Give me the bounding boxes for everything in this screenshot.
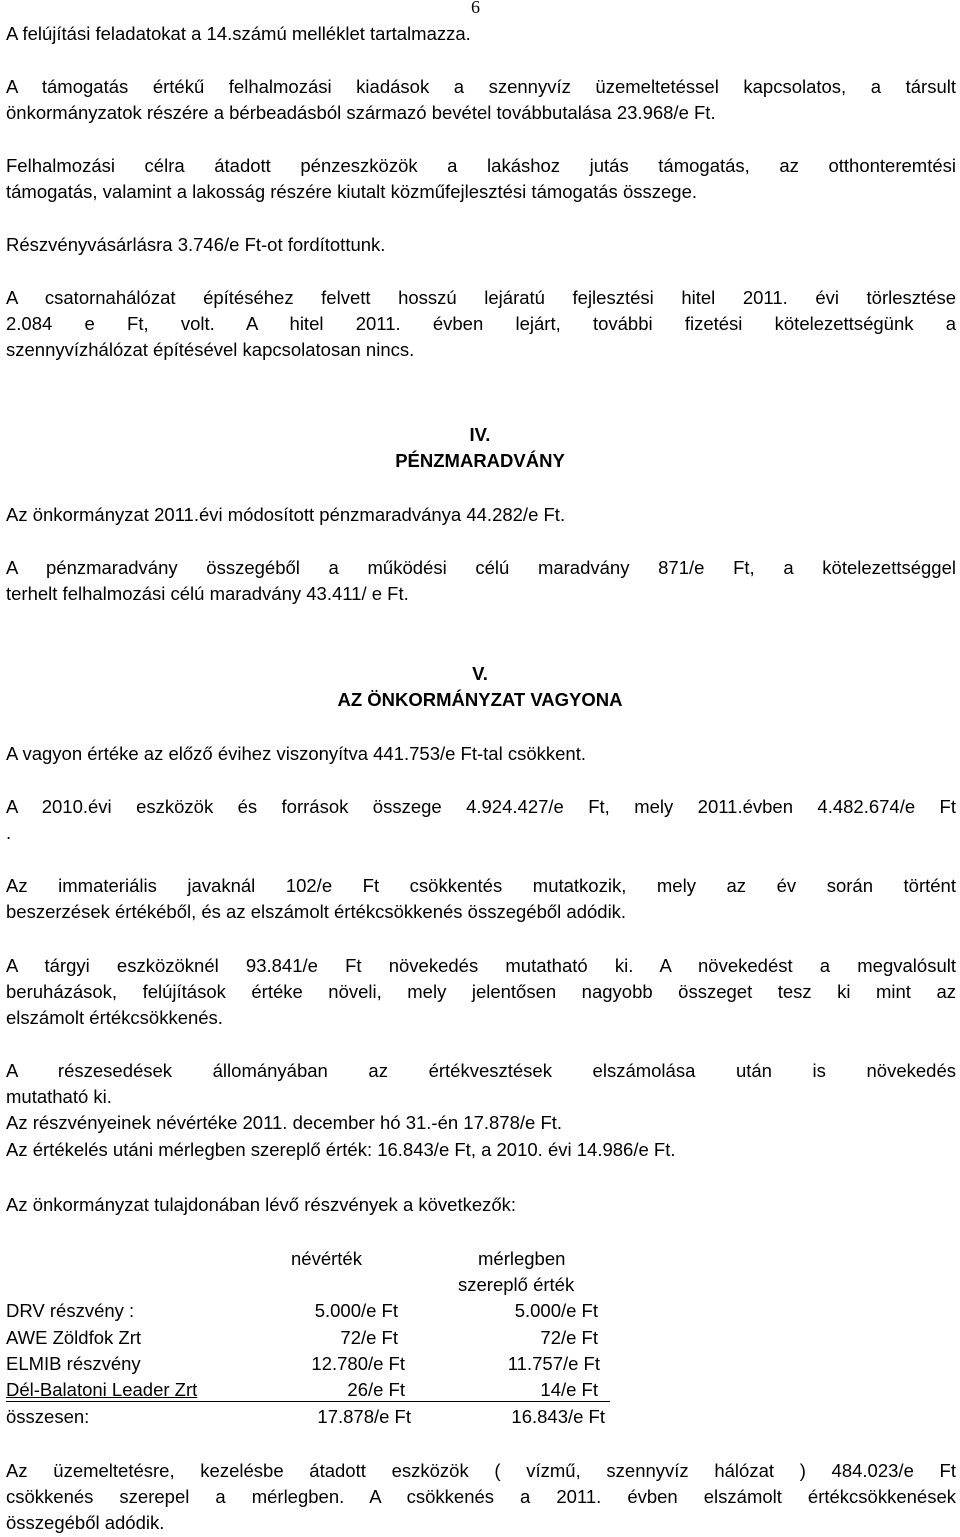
- table-total-rule: [6, 1401, 610, 1402]
- section-5-paragraph-3-line2: beszerzések értékéből, és az elszámolt értékcsökkenés összegéből adódik.: [6, 901, 627, 922]
- section-5-paragraph-4-line1: A tárgyi eszközöknél 93.841/e Ft növekedés mutatható ki. A növekedést a megvalósult: [6, 955, 956, 976]
- table-cell-book: 11.757/e Ft: [507, 1353, 600, 1374]
- paragraph-support-line2: önkormányzatok részére a bérbeadásból származó bevétel továbbutalása 23.968/e Ft.: [6, 102, 716, 123]
- closing-paragraph-line3: összegéből adódik.: [6, 1512, 165, 1533]
- paragraph-renovation: A felújítási feladatokat a 14.számú melléklet tartalmazza.: [6, 23, 471, 44]
- section-4-paragraph-2-line2: terhelt felhalmozási célú maradvány 43.411/ e Ft.: [6, 583, 409, 604]
- paragraph-funds-line2: támogatás, valamint a lakosság részére kiutalt közműfejlesztési támogatás összege.: [6, 181, 697, 202]
- paragraph-shares: Részvényvásárlásra 3.746/e Ft-ot fordítottunk.: [6, 234, 386, 255]
- table-cell-name: Dél-Balatoni Leader Zrt: [6, 1379, 198, 1400]
- table-cell-name: DRV részvény :: [6, 1300, 135, 1321]
- section-5-paragraph-2-line1: A 2010.évi eszközök és források összege 4.924.427/e Ft, mely 2011.évben 4.482.674/e Ft: [6, 796, 956, 817]
- table-total-label: összesen:: [6, 1406, 90, 1427]
- table-cell-nominal: 72/e Ft: [340, 1327, 398, 1348]
- closing-paragraph-line2: csökkenés szerepel a mérlegben. A csökkenés a 2011. évben elszámolt értékcsökkenések: [6, 1486, 956, 1507]
- paragraph-loan-line3: szennyvízhálózat építésével kapcsolatosan nincs.: [6, 339, 415, 360]
- section-4-title: PÉNZMARADVÁNY: [395, 450, 565, 471]
- table-header-nominal: névérték: [291, 1248, 362, 1269]
- paragraph-support-line1: A támogatás értékű felhalmozási kiadások a szennyvíz üzemeltetéssel kapcsolatos, a társult: [6, 76, 956, 97]
- section-4-paragraph-1: Az önkormányzat 2011.évi módosított pénzmaradványa 44.282/e Ft.: [6, 504, 566, 525]
- section-5-paragraph-5-line1: A részesedések állományában az értékvesztések elszámolása után is növekedés: [6, 1060, 956, 1081]
- table-cell-nominal: 5.000/e Ft: [314, 1300, 398, 1321]
- section-5-paragraph-2-line2: .: [6, 822, 12, 843]
- section-5-paragraph-8: Az önkormányzat tulajdonában lévő részvények a következők:: [6, 1194, 517, 1215]
- section-5-paragraph-7: Az értékelés utáni mérlegben szereplő érték: 16.843/e Ft, a 2010. évi 14.986/e Ft.: [6, 1139, 676, 1160]
- paragraph-loan-line2: 2.084 e Ft, volt. A hitel 2011. évben lejárt, további fizetési kötelezettségünk a: [6, 313, 956, 334]
- table-cell-book: 14/e Ft: [540, 1379, 598, 1400]
- section-5-paragraph-5-line2: mutatható ki.: [6, 1086, 112, 1107]
- section-5-paragraph-4-line3: elszámolt értékcsökkenés.: [6, 1007, 223, 1028]
- section-5-paragraph-3-line1: Az immateriális javaknál 102/e Ft csökkentés mutatkozik, mely az év során történt: [6, 875, 956, 896]
- table-cell-nominal: 26/e Ft: [347, 1379, 405, 1400]
- section-5-title: AZ ÖNKORMÁNYZAT VAGYONA: [337, 689, 623, 710]
- section-5-paragraph-4-line2: beruházások, felújítások értéke növeli, mely jelentősen nagyobb összeget tesz ki mint az: [6, 981, 956, 1002]
- paragraph-funds-line1: Felhalmozási célra átadott pénzeszközök a lakáshoz jutás támogatás, az otthonteremtési: [6, 155, 956, 176]
- table-cell-book: 72/e Ft: [540, 1327, 598, 1348]
- table-header-book-line1: mérlegben: [478, 1248, 566, 1269]
- table-cell-name: ELMIB részvény: [6, 1353, 141, 1374]
- page-number: 6: [471, 0, 480, 17]
- paragraph-loan-line1: A csatornahálózat építéséhez felvett hosszú lejáratú fejlesztési hitel 2011. évi törlesztése: [6, 287, 956, 308]
- table-total-book: 16.843/e Ft: [511, 1406, 605, 1427]
- section-5-paragraph-1: A vagyon értéke az előző évihez viszonyítva 441.753/e Ft-tal csökkent.: [6, 743, 586, 764]
- table-cell-book: 5.000/e Ft: [514, 1300, 598, 1321]
- section-4-number: IV.: [469, 424, 491, 445]
- section-4-paragraph-2-line1: A pénzmaradvány összegéből a működési célú maradvány 871/e Ft, a kötelezettséggel: [6, 557, 956, 578]
- section-5-paragraph-6: Az részvényeinek névértéke 2011. december hó 31.-én 17.878/e Ft.: [6, 1112, 563, 1133]
- section-5-number: V.: [472, 663, 488, 684]
- table-header-book-line2: szereplő érték: [458, 1274, 575, 1295]
- closing-paragraph-line1: Az üzemeltetésre, kezelésbe átadott eszközök ( vízmű, szennyvíz hálózat ) 484.023/e Ft: [6, 1460, 956, 1481]
- table-total-nominal: 17.878/e Ft: [317, 1406, 411, 1427]
- table-cell-nominal: 12.780/e Ft: [311, 1353, 405, 1374]
- table-cell-name: AWE Zöldfok Zrt: [6, 1327, 142, 1348]
